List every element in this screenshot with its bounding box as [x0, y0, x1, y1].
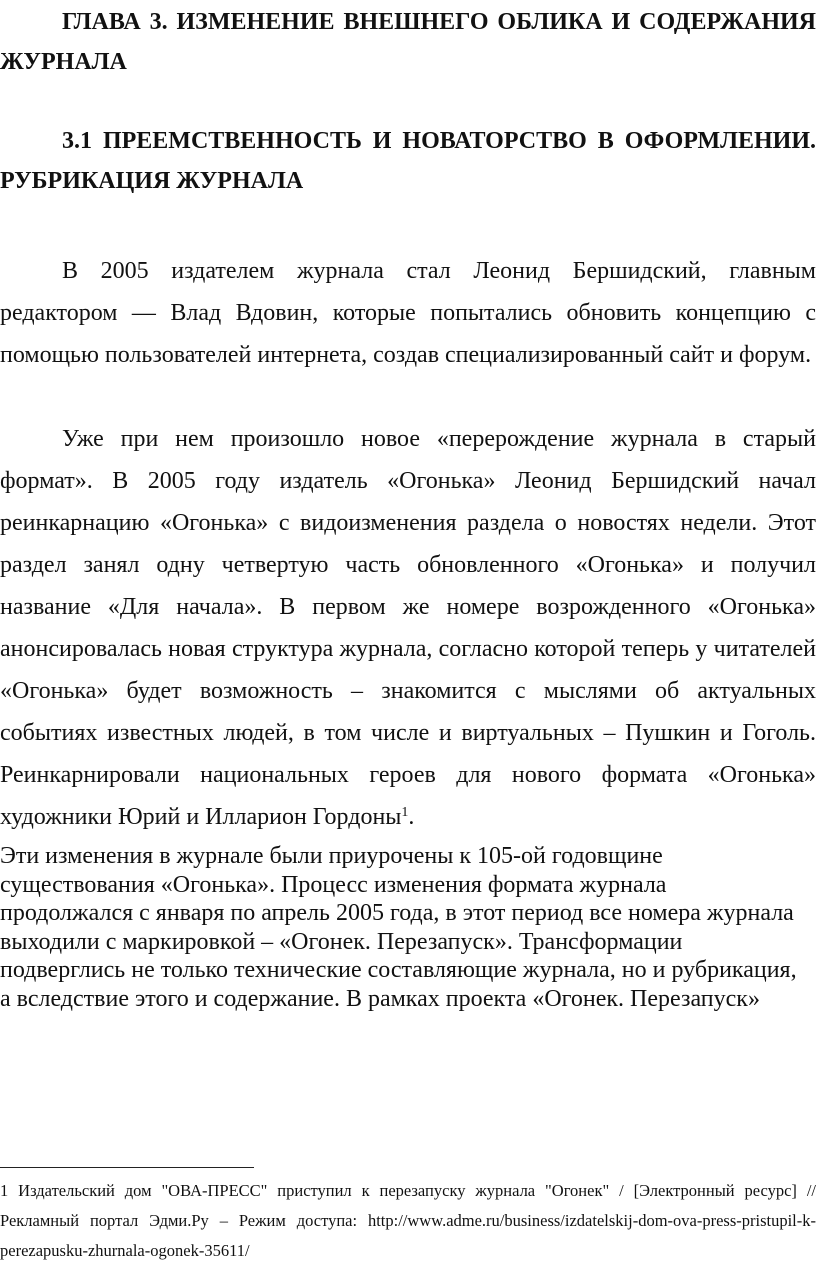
paragraph-3-line-2: существования «Огонька». Процесс изменения формата журнала	[0, 871, 667, 898]
paragraph-2-text: Уже при нем произошло новое «перерождение журнала в старый формат». В 2005 году издатель «Огонька» Леонид Бершидский начал реинкарнацию «Огонька» с видоизменения раздела о новостях недели. Этот раздел занял одну четвертую часть обновленного «Огонька» и получил название «Для начала». В первом же номере возрожденного «Огонька» анонсировалась новая структура журнала, согласно которой теперь у читателей «Огонька» будет возможность – знакомится с мыслями об актуальных событиях известных людей, в том числе и виртуальных – Пушкин и Гоголь. Реинкарнировали национальных героев для нового формата «Огонька» художники Юрий и Илларион Гордоны	[0, 426, 816, 830]
paragraph-3-line-3: продолжался с января по апрель 2005 года, в этот период все номера журнала	[0, 900, 794, 926]
footnote-number: 1	[0, 1181, 9, 1200]
paragraph-3-line-5: подверглись не только технические составляющие журнала, но и рубрикация,	[0, 957, 797, 983]
paragraph-3-line-6: а вследствие этого и содержание. В рамках проекта «Огонек. Перезапуск»	[0, 985, 760, 1012]
footnote-separator	[0, 1167, 254, 1168]
paragraph-3-line-1: Эти изменения в журнале были приурочены к 105-ой годовщине	[0, 843, 663, 869]
paragraph-2-end: .	[408, 804, 415, 830]
footnote-reference[interactable]: 1	[401, 805, 409, 820]
chapter-title	[0, 2, 816, 82]
paragraph-1: В 2005 издателем журнала стал Леонид Бершидский, главным редактором — Влад Вдовин, которые попытались обновить концепцию с помощью пользователей интернета, создав специализированный сайт и форум.	[0, 258, 816, 368]
chapter-title-line-2: ЖУРНАЛА	[0, 49, 127, 75]
paragraph-3-line-4: выходили с маркировкой – «Огонек. Перезапуск». Трансформации	[0, 928, 683, 955]
chapter-title-line-1: ГЛАВА 3. ИЗМЕНЕНИЕ ВНЕШНЕГО ОБЛИКА И СОДЕРЖАНИЯ	[62, 9, 816, 35]
footnote-text: Издательский дом "ОВА-ПРЕСС" приступил к перезапуску журнала "Огонек" / [Электронный ресурс] // Рекламный портал Эдми.Ру – Режим доступа: http://www.adme.ru/business/izdatelskij-dom-ova-press-pristupil-k-perezapusku-zhurnala-ogonek-35611/	[0, 1181, 816, 1260]
section-title	[0, 121, 816, 201]
section-title-line-1: 3.1 ПРЕЕМСТВЕННОСТЬ И НОВАТОРСТВО В ОФОРМЛЕНИИ.	[62, 128, 816, 154]
paragraph-3	[0, 842, 816, 1013]
section-title-line-2: РУБРИКАЦИЯ ЖУРНАЛА	[0, 168, 304, 194]
footnote	[0, 1176, 816, 1266]
paragraph-2	[0, 418, 816, 838]
